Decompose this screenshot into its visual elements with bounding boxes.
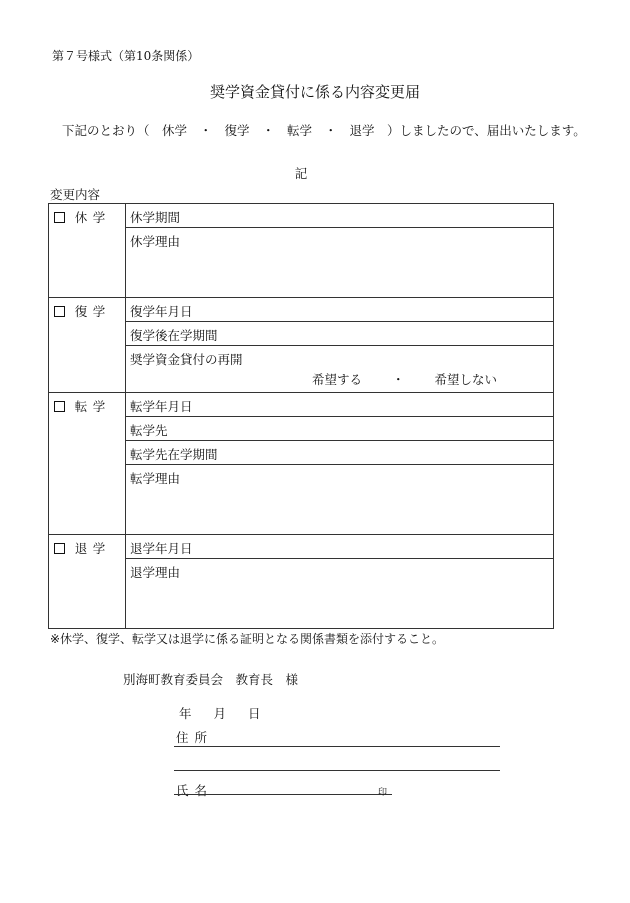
field-return-date[interactable]: 復学年月日 [126, 298, 554, 322]
form-number: 第７号様式（第10条関係） [52, 49, 200, 63]
checkbox-transfer[interactable] [54, 401, 65, 412]
field-transfer-date[interactable]: 転学年月日 [126, 393, 554, 417]
field-transfer-period[interactable]: 転学先在学期間 [126, 441, 554, 465]
address-line-2[interactable] [174, 770, 500, 771]
option-no-wish[interactable]: 希望しない [434, 372, 498, 387]
section-label: 変更内容 [50, 187, 101, 202]
field-transfer-destination[interactable]: 転学先 [126, 417, 554, 441]
seal-mark: 印 [378, 788, 388, 798]
field-leave-reason[interactable]: 休学理由 [126, 228, 554, 298]
category-transfer: 転 学 [49, 393, 126, 535]
category-leave: 休 学 [49, 204, 126, 298]
address-label: 住 所 [176, 730, 208, 745]
attachment-note: ※休学、復学、転学又は退学に係る証明となる関係書類を添付すること。 [50, 632, 445, 646]
category-withdraw: 退 学 [49, 535, 126, 629]
document-title: 奨学資金貸付に係る内容変更届 [209, 83, 420, 101]
table-row [49, 204, 554, 228]
change-details-table [48, 203, 554, 629]
ki-heading: 記 [294, 166, 308, 181]
checkbox-leave[interactable] [54, 212, 65, 223]
date-year-label: 年 [179, 706, 192, 721]
category-return: 復 学 [49, 298, 126, 393]
date-line[interactable] [179, 704, 261, 722]
field-withdraw-reason[interactable]: 退学理由 [126, 559, 554, 629]
checkbox-withdraw[interactable] [54, 543, 65, 554]
table-row [49, 298, 554, 322]
checkbox-return[interactable] [54, 306, 65, 317]
name-line[interactable] [174, 794, 392, 795]
option-wish[interactable]: 希望する [312, 372, 363, 387]
address-line-1[interactable] [174, 746, 500, 747]
option-separator: ・ [392, 372, 405, 387]
table-row [49, 535, 554, 559]
field-loan-resume: 奨学資金貸付の再開 希望する ・ 希望しない [126, 346, 554, 393]
name-label: 氏 名 [176, 783, 208, 798]
table-row [49, 393, 554, 417]
field-transfer-reason[interactable]: 転学理由 [126, 465, 554, 535]
field-leave-period[interactable]: 休学期間 [126, 204, 554, 228]
field-return-period[interactable]: 復学後在学期間 [126, 322, 554, 346]
intro-sentence: 下記のとおり（ 休学 ・ 復学 ・ 転学 ・ 退学 ）しましたので、届出いたします。 [62, 123, 586, 138]
field-withdraw-date[interactable]: 退学年月日 [126, 535, 554, 559]
resume-options [130, 370, 553, 388]
date-month-label: 月 [213, 706, 227, 721]
date-day-label: 日 [248, 706, 261, 721]
addressee: 別海町教育委員会 教育長 様 [123, 672, 299, 687]
